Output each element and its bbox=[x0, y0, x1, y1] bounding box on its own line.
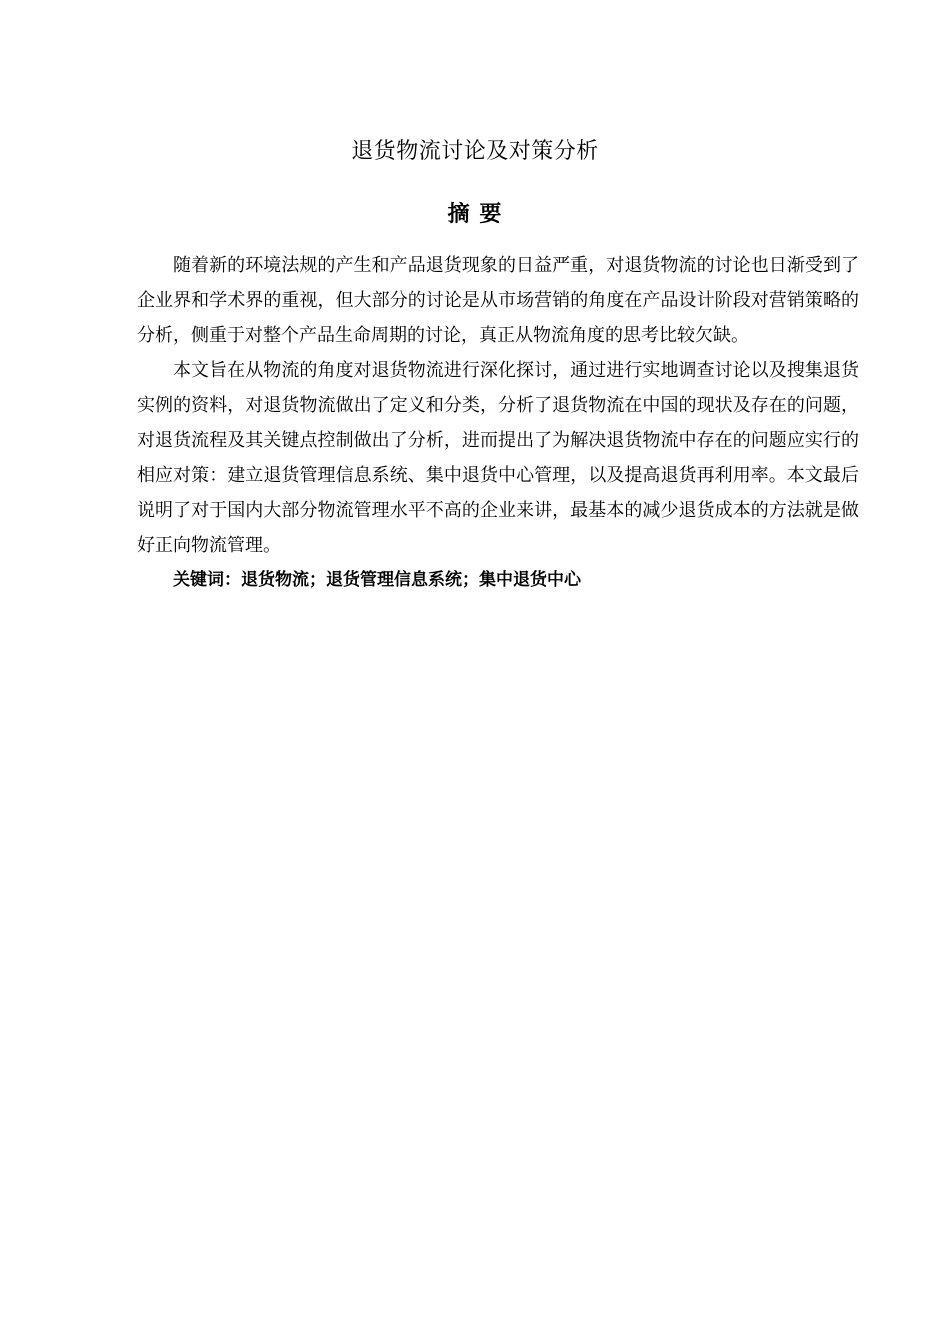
keywords-line: 关键词：退货物流；退货管理信息系统；集中退货中心 bbox=[173, 570, 581, 590]
document-title: 退货物流讨论及对策分析 bbox=[351, 139, 599, 164]
abstract-paragraph-2: 本文旨在从物流的角度对退货物流进行深化探讨，通过进行实地调查讨论以及搜集退货实例的资料，对退货物流做出了定义和分类，分析了退货物流在中国的现状及存在的问题，对退货流程及其关键点控制做出了分析，进而提出了为解决退货物流中存在的问题应实行的相应对策：建立退货管理信息系统、集中退货中心管理，以及提高退货再利用率。本文最后说明了对于国内大部分物流管理水平不高的企业来讲，最基本的减少退货成本的方法就是做好正向物流管理。 bbox=[137, 360, 859, 556]
abstract-heading: 摘 要 bbox=[447, 201, 503, 227]
abstract-body bbox=[137, 248, 859, 598]
abstract-paragraph-1: 随着新的环境法规的产生和产品退货现象的日益严重，对退货物流的讨论也日渐受到了企业界和学术界的重视，但大部分的讨论是从市场营销的角度在产品设计阶段对营销策略的分析，侧重于对整个产品生命周期的讨论，真正从物流角度的思考比较欠缺。 bbox=[137, 255, 859, 346]
